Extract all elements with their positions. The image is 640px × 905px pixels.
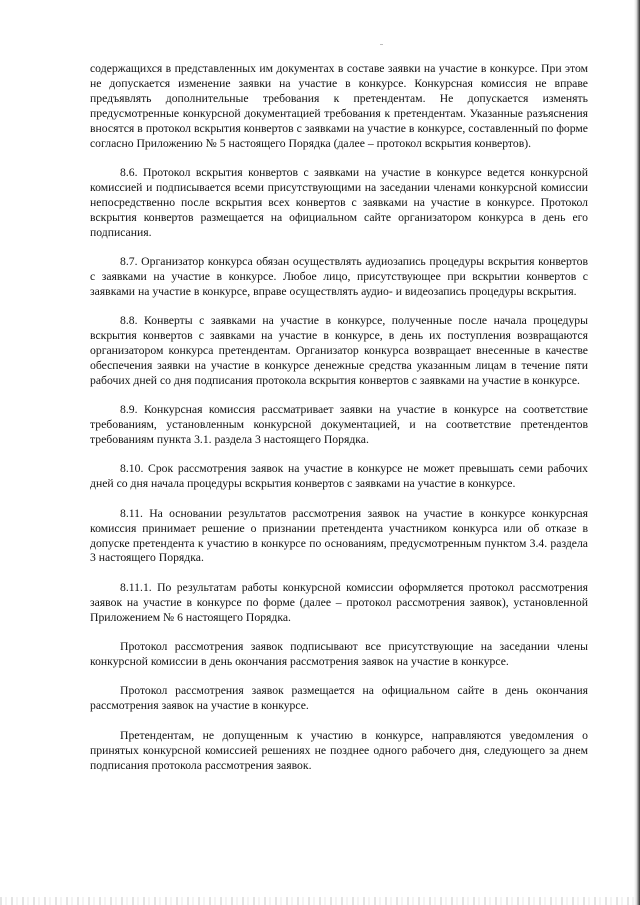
document-body [90,62,588,788]
scan-artifact [380,44,383,45]
paragraph-8-11-1: 8.11.1. По результатам работы конкурсной комиссии оформляется протокол рассмотрения заявок на участие в конкурсе по форме (далее – протокол рассмотрения заявок), установленной Приложением № 6 настоящего Порядка. [90,580,588,624]
scan-edge-shadow [634,0,640,905]
scan-bottom-noise [0,897,634,905]
paragraph-8-7: 8.7. Организатор конкурса обязан осуществлять аудиозапись процедуры вскрытия конвертов с заявками на участие в конкурсе. Любое лицо, присутствующее при вскрытии конвертов с заявками на участие в конкурсе, вправе осуществлять аудио- и видеозапись процедуры вскрытия. [90,254,588,298]
paragraph-8-11: 8.11. На основании результатов рассмотрения заявок на участие в конкурсе конкурсная комиссия принимает решение о признании претендента участником конкурса или об отказе в допуске претендента к участию в конкурсе по основаниям, предусмотренным пунктом 3.4. раздела 3 настоящего Порядка. [90,506,588,565]
paragraph-protocol-signing: Протокол рассмотрения заявок подписывают все присутствующие на заседании члены конкурсной комиссии в день окончания рассмотрения заявок на участие в конкурсе. [90,640,588,668]
paragraph-notifications: Претендентам, не допущенным к участию в конкурсе, направляются уведомления о принятых конкурсной комиссией решениях не позднее одного рабочего дня, следующего за днем подписания протокола рассмотрения заявок. [90,728,588,772]
paragraph-8-6: 8.6. Протокол вскрытия конвертов с заявками на участие в конкурсе ведется конкурсной комиссией и подписывается всеми присутствующими на заседании членами конкурсной комиссии непосредственно после вскрытия всех конвертов с заявками на участие в конкурсе. Протокол вскрытия конвертов размещается на официальном сайте организатором конкурса в день его подписания. [90,165,588,239]
paragraph-8-9: 8.9. Конкурсная комиссия рассматривает заявки на участие в конкурсе на соответствие требованиям, установленным конкурсной документацией, и на соответствие претендентов требованиям пункта 3.1. раздела 3 настоящего Порядка. [90,403,588,447]
paragraph-8-10: 8.10. Срок рассмотрения заявок на участие в конкурсе не может превышать семи рабочих дней со дня начала процедуры вскрытия конвертов с заявками на участие в конкурсе. [90,462,588,491]
paragraph-protocol-publication: Протокол рассмотрения заявок размещается на официальном сайте в день окончания рассмотрения заявок на участие в конкурсе. [90,684,588,713]
paragraph-8-8: 8.8. Конверты с заявками на участие в конкурсе, полученные после начала процедуры вскрытия конвертов с заявками на участие в конкурсе, в день их поступления возвращаются организатором конкурса претендентам. Организатор конкурса возвращает внесенные в качестве обеспечения заявки на участие в конкурсе денежные средства указанным лицам в течение пяти рабочих дней со дня подписания протокола вскрытия конвертов с заявками на участие в конкурсе. [90,314,588,387]
paragraph-8-5-continuation: содержащихся в представленных им документах в составе заявки на участие в конкурсе. При этом не допускается изменение заявки на участие в конкурсе. Конкурсная комиссия не вправе предъявлять дополнительные требования к претендентам. Не допускается изменять предусмотренные конкурсной документацией требования к претендентам. Указанные разъяснения вносятся в протокол вскрытия конвертов с заявками на участие в конкурсе, составленный по форме согласно Приложению № 5 настоящего Порядка (далее – протокол вскрытия конвертов). [90,62,588,150]
